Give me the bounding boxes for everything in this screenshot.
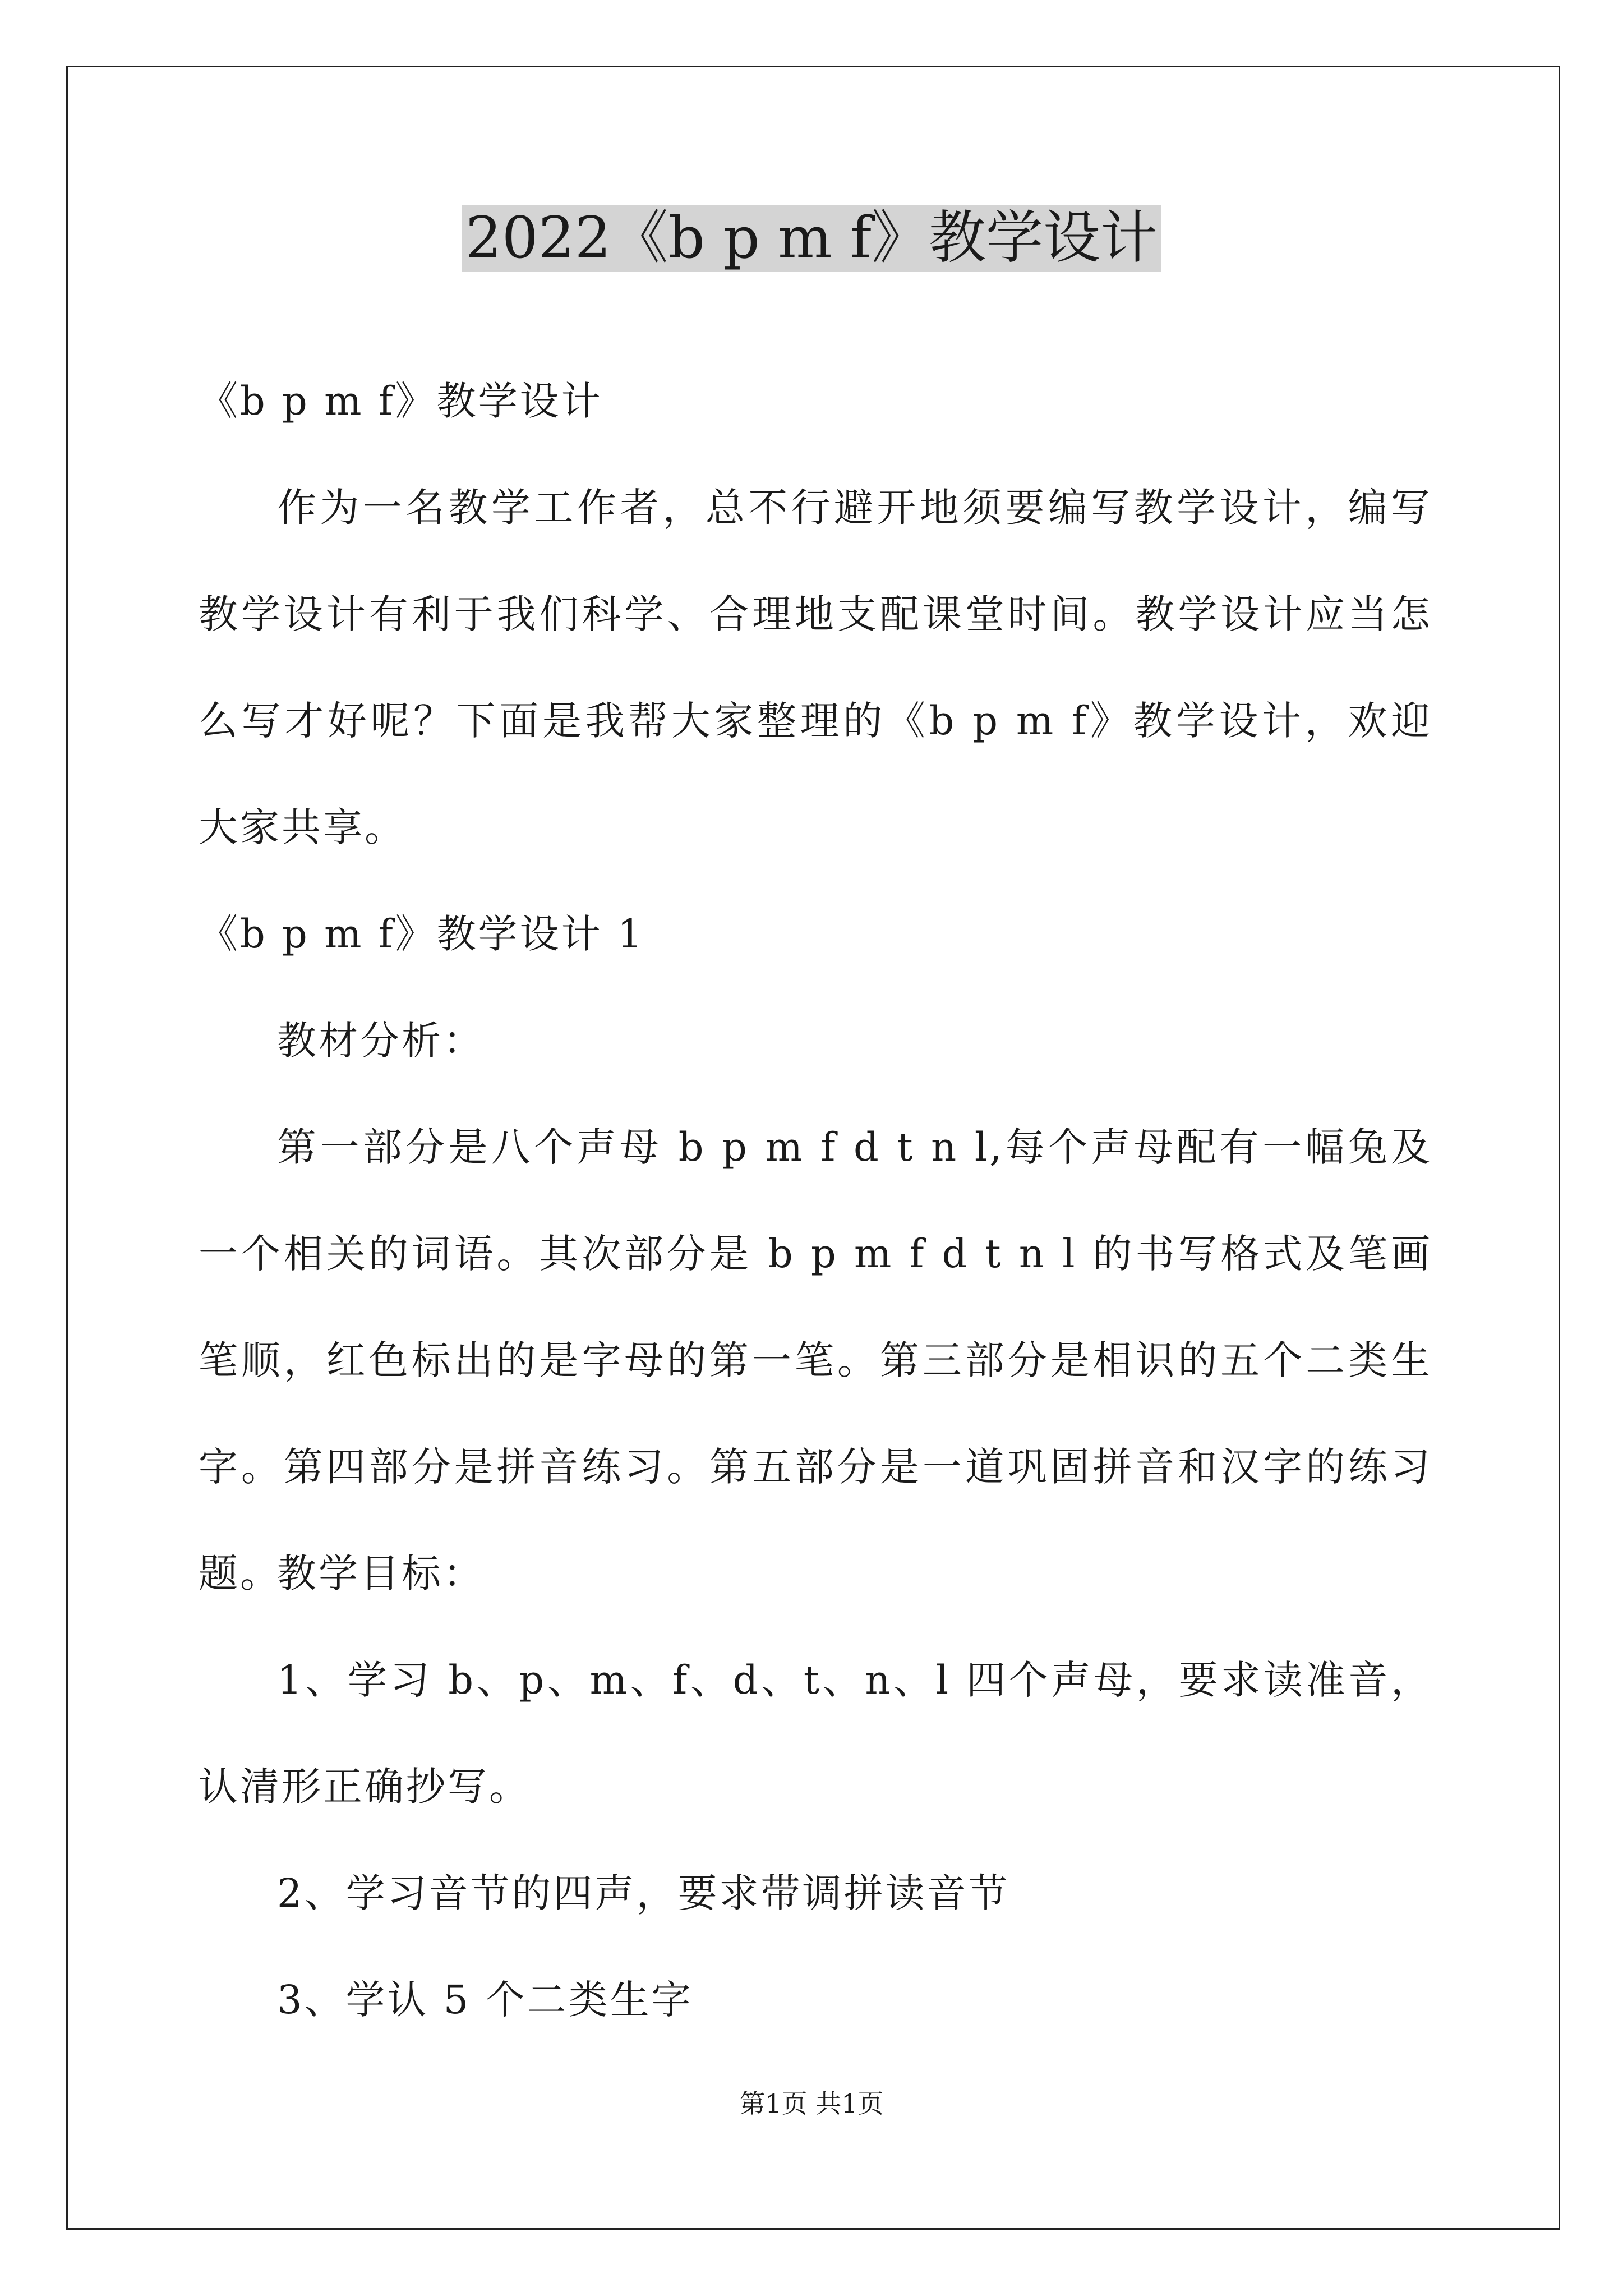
goals-label: 教学目标： bbox=[277, 1550, 485, 1596]
page-footer: 第1页 共1页 bbox=[739, 2088, 884, 2119]
goal-item-3: 3、学认 5 个二类生字 bbox=[277, 1977, 693, 2023]
analysis-label: 教材分析： bbox=[277, 1018, 485, 1064]
goal-item-2: 2、学习音节的四声，要求带调拼读音节 bbox=[277, 1870, 1010, 1916]
document-title: 2022《b p m f》教学设计 bbox=[0, 199, 1623, 278]
analysis-paragraph: 第一部分是八个声母 b p m f d t n l,每个声母配有一幅兔及一个相关的词语。其次部分是 b p m f d t n l 的书写格式及笔画笔顺，红色标出的是字母的第一笔。第三部分是相识的五个二类生字。第四部分是拼音练习。第五部分是一道巩固拼音和汉字的练习题。 bbox=[199, 1124, 1432, 1596]
intro-paragraph: 作为一名教学工作者，总不行避开地须要编写教学设计，编写教学设计有利于我们科学、合理地支配课堂时间。教学设计应当怎么写才好呢？下面是我帮大家整理的《b p m f》教学设计，欢迎大家共享。 bbox=[199, 485, 1432, 850]
section-heading: 《b p m f》教学设计 1 bbox=[199, 911, 645, 957]
document-subtitle: 《b p m f》教学设计 bbox=[199, 378, 603, 424]
goal-item-1: 1、学习 b、p、m、f、d、t、n、l 四个声母，要求读准音，认清形正确抄写。 bbox=[199, 1657, 1432, 1810]
